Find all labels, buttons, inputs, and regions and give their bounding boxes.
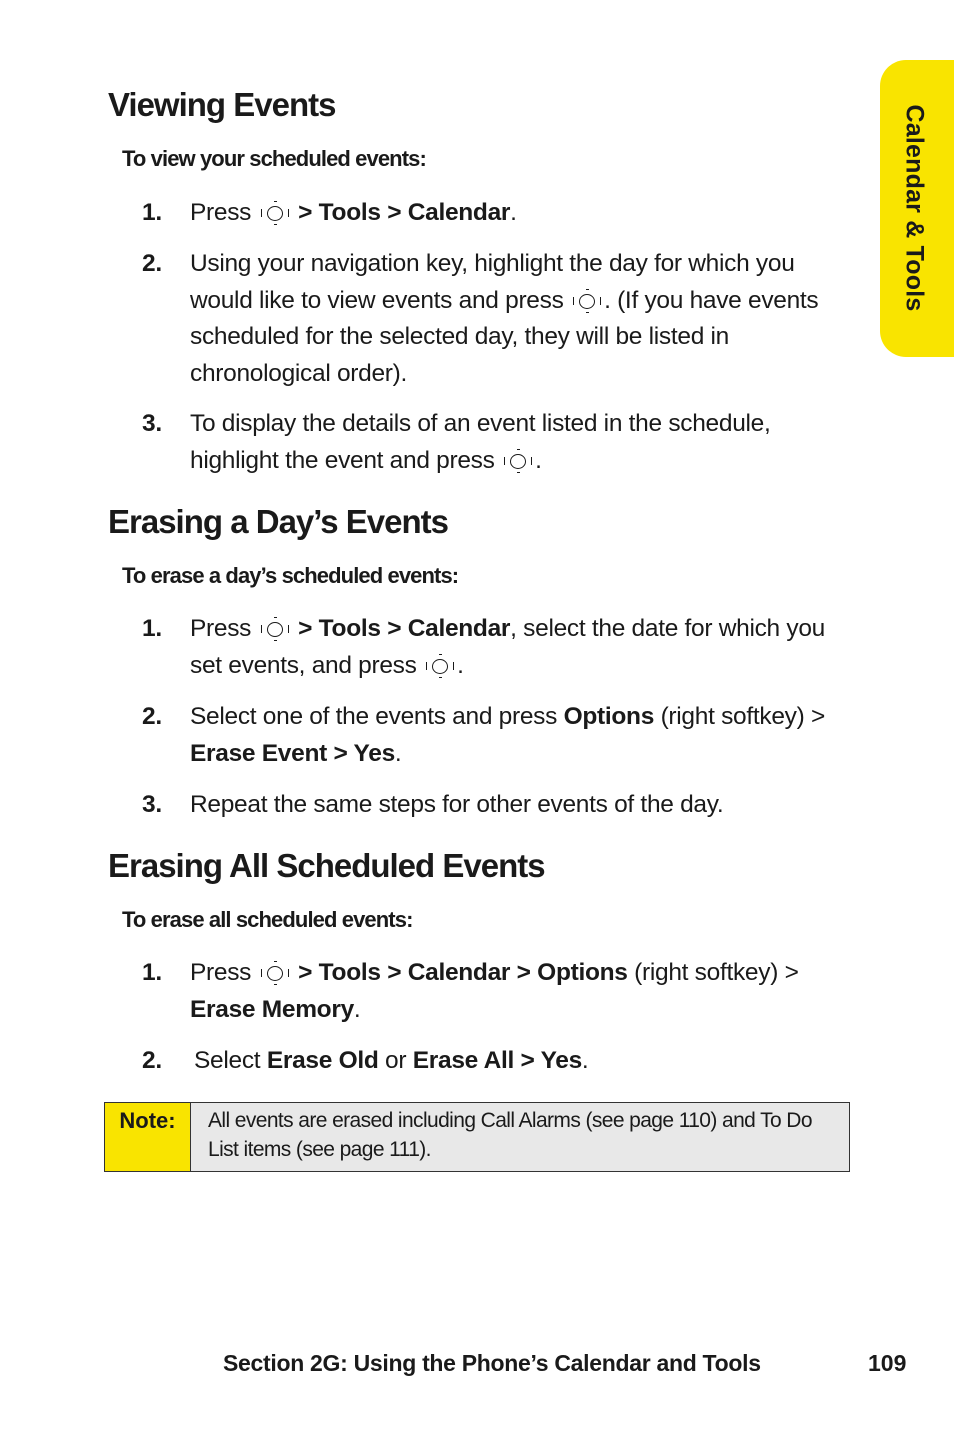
heading-erasing-all-events: Erasing All Scheduled Events [108, 847, 545, 884]
menu-ok-key-icon [425, 656, 455, 676]
note-text: All events are erased including Call Alarms (see page 110) and To Do List items (see page 111). [208, 1109, 812, 1161]
note-box [104, 1102, 850, 1172]
side-tab-label: Calendar & Tools [900, 104, 929, 312]
intro-viewing-events: To view your scheduled events: [122, 146, 426, 171]
footer-section-title: Section 2G: Using the Phone’s Calendar and Tools [223, 1350, 761, 1376]
heading-erasing-days-events: Erasing a Day’s Events [108, 503, 448, 540]
page-number: 109 [868, 1350, 907, 1376]
menu-ok-key-icon [503, 451, 533, 471]
menu-ok-key-icon [572, 291, 602, 311]
note-label: Note: [105, 1103, 191, 1171]
intro-erasing-days-events: To erase a day’s scheduled events: [122, 563, 459, 588]
menu-ok-key-icon [260, 963, 290, 983]
heading-viewing-events: Viewing Events [108, 86, 336, 123]
intro-erasing-all-events: To erase all scheduled events: [122, 907, 413, 932]
manual-page: Calendar & Tools Viewing Events To view your scheduled events: 1. Press > Tools > Calendar. 2. Using your navigation key, highlight the day for which you would like to view events and press . (If you have events scheduled for the selected day, they will be listed in chronological order). 3. To display the details of an event listed in the schedule, highlight the event and press . Erasing a Day’s Events To erase a day’s scheduled events: 1. Press > Tools > Calendar, select the date for which you set events, and press . 2. Select one of the events and press Options (right softkey) > Erase Event > Yes. 3. Repeat the same steps for other events of the day. Erasing All Scheduled Events To erase all scheduled events: 1. Press > Tools > Calendar > Options (right softkey) > Erase Memory. 2. Select Erase Old or Erase All > Yes. Note: All events are erased including Call Alarms (see page 110) and To Do List items (see page 111). Section 2G: Using the Phone’s Calendar and Tools 109 [0, 0, 954, 1431]
menu-ok-key-icon [260, 619, 290, 639]
menu-ok-key-icon [260, 203, 290, 223]
